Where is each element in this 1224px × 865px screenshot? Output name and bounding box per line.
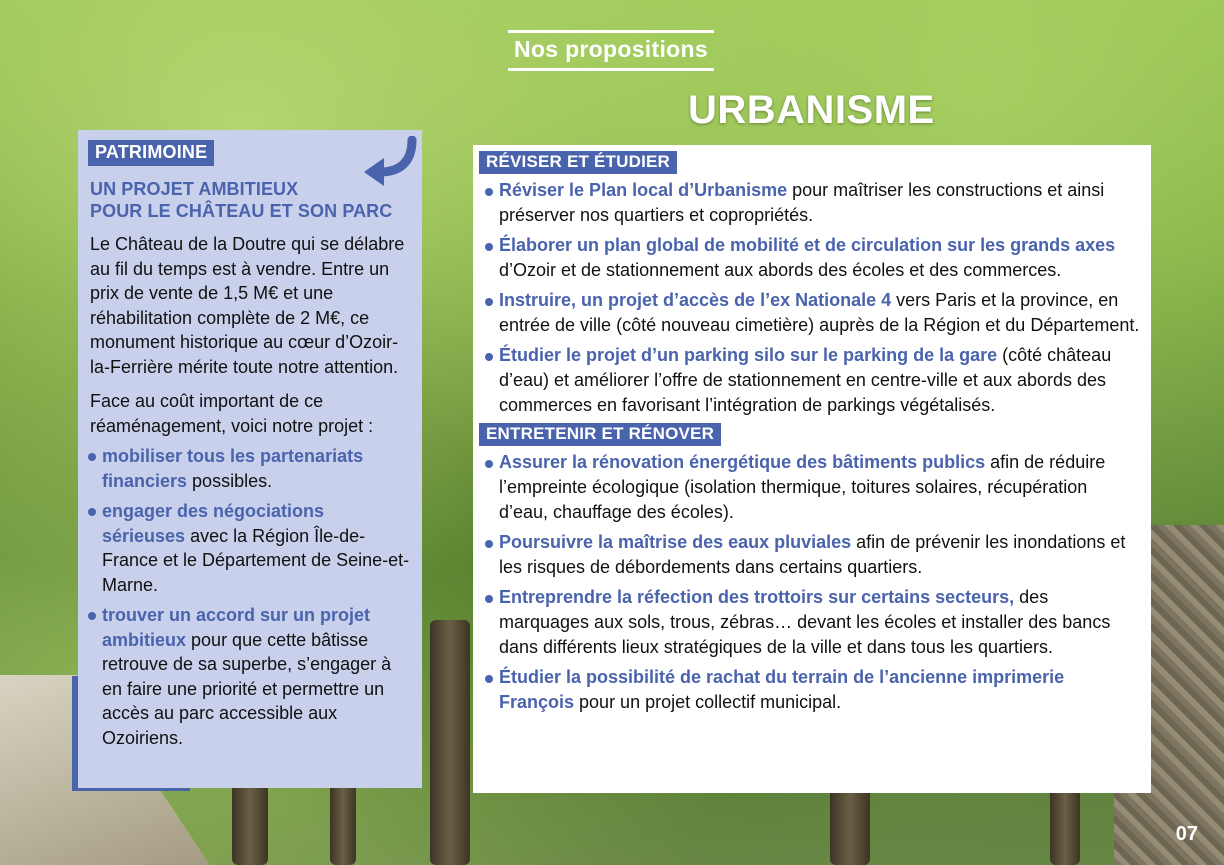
list-item: Assurer la rénovation énergétique des bâtiments publics afin de réduire l’empreinte écologique (isolation thermique, toitures solaires, récupération d’eau, chauffage des écoles). <box>479 450 1141 525</box>
bullet-icon <box>485 188 493 196</box>
patrimoine-panel <box>78 130 422 788</box>
patrimoine-list <box>88 444 410 750</box>
tree-trunk <box>430 620 470 865</box>
list-item: Instruire, un projet d’accès de l’ex Nationale 4 vers Paris et la province, en entrée de ville (côté nouveau cimetière) auprès de la Région et du Département. <box>479 288 1141 338</box>
patrimoine-tag: PATRIMOINE <box>88 140 214 166</box>
bullet-icon <box>485 595 493 603</box>
entretenir-renover-list <box>479 450 1141 715</box>
reviser-etudier-list <box>479 178 1141 418</box>
patrimoine-project: Face au coût important de ce réaménagement, voici notre projet : <box>90 391 374 436</box>
bullet-icon <box>485 353 493 361</box>
list-item: Étudier le projet d’un parking silo sur le parking de la gare (côté château d’eau) et améliorer l’offre de stationnement en centre-ville et aux abords des commerces en favorisant l’intégration de parkings végétalisés. <box>479 343 1141 418</box>
list-item: mobiliser tous les partenariats financiers possibles. <box>88 444 410 493</box>
urbanisme-panel <box>473 145 1151 793</box>
bullet-icon <box>88 453 96 461</box>
page-title: URBANISME <box>688 88 935 132</box>
bullet-icon <box>88 508 96 516</box>
list-item: Poursuivre la maîtrise des eaux pluviales afin de prévenir les inondations et les risques de débordements dans certains quartiers. <box>479 530 1141 580</box>
bullet-icon <box>485 540 493 548</box>
section-kicker: Nos propositions <box>508 30 714 71</box>
list-item: Entreprendre la réfection des trottoirs sur certains secteurs, des marquages aux sols, trous, zébras… devant les écoles et installer des bancs dans différents lieux stratégiques de la ville et dans tous les quartiers. <box>479 585 1141 660</box>
bullet-icon <box>485 298 493 306</box>
entretenir-renover-tag: ENTRETENIR ET RÉNOVER <box>479 423 721 446</box>
bullet-icon <box>485 243 493 251</box>
patrimoine-intro: Le Château de la Doutre qui se délabre au fil du temps est à vendre. Entre un prix de vente de 1,5 M€ et une réhabilitation complète de 2 M€, ce monument historique au cœur d’Ozoir-la-Ferrière mérite toute notre attention. <box>90 234 405 377</box>
patrimoine-heading: UN PROJET AMBITIEUX POUR LE CHÂTEAU ET SON PARC <box>90 179 393 221</box>
list-item: trouver un accord sur un projet ambitieux pour que cette bâtisse retrouve de sa superbe, s’engager à en faire une priorité et permettre un accès au parc accessible aux Ozoiriens. <box>88 603 410 750</box>
list-item: Étudier la possibilité de rachat du terrain de l’ancienne imprimerie François pour un projet collectif municipal. <box>479 665 1141 715</box>
bullet-icon <box>88 612 96 620</box>
bullet-icon <box>485 675 493 683</box>
list-item: Réviser le Plan local d’Urbanisme pour maîtriser les constructions et ainsi préserver nos quartiers et copropriétés. <box>479 178 1141 228</box>
curved-arrow-icon <box>360 136 420 188</box>
reviser-etudier-tag: RÉVISER ET ÉTUDIER <box>479 151 677 174</box>
page-number: 07 <box>1175 823 1198 845</box>
list-item: engager des négociations sérieuses avec la Région Île-de-France et le Département de Seine-et-Marne. <box>88 499 410 597</box>
list-item: Élaborer un plan global de mobilité et de circulation sur les grands axes d’Ozoir et de stationnement aux abords des écoles et des commerces. <box>479 233 1141 283</box>
bullet-icon <box>485 460 493 468</box>
